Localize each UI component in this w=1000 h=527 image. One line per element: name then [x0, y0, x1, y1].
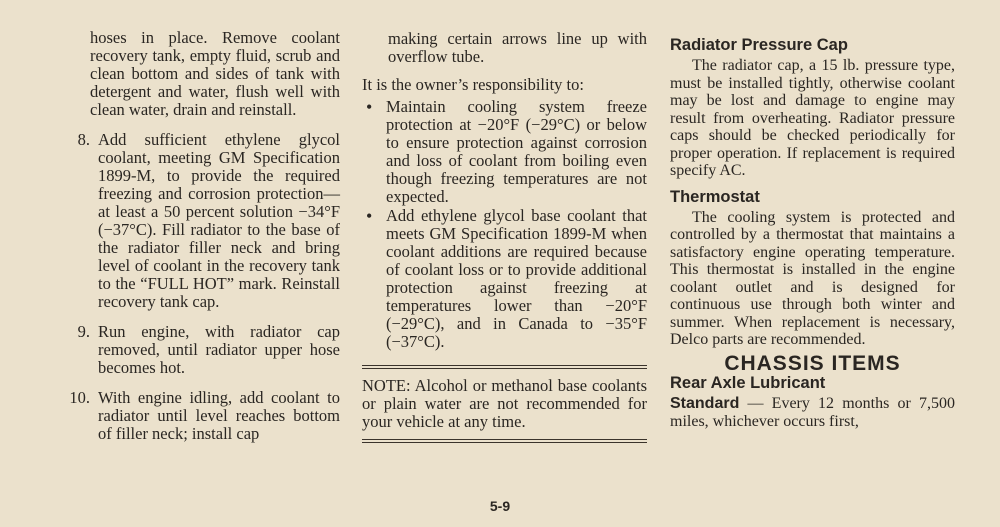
step-number: 8. — [77, 130, 90, 149]
note-text: NOTE: Alcohol or methanol base coolants or plain water are not recommended for your vehicle at any time. — [362, 376, 647, 431]
heading-chassis-items: CHASSIS ITEMS — [724, 351, 901, 375]
rear-axle-paragraph — [670, 395, 955, 430]
radiator-cap-paragraph: The radiator cap, a 15 lb. pressure type, must be installed tightly, otherwise coolant may be lost and damage to engine may result from overheating. Radiator pressure caps should be checked periodically for proper operation. If replacement is required specify AC. — [670, 57, 955, 179]
column-3 — [670, 30, 955, 430]
rear-axle-text: — Every 12 months or 7,500 miles, whichever occurs first, — [670, 395, 955, 430]
continued-paragraph: hoses in place. Remove coolant recovery tank, empty fluid, scrub and clean bottom and sides of tank with detergent and water, flush well with clean water, drain and reinstall. — [90, 28, 340, 119]
step-text: With engine idling, add coolant to radiator until level reaches bottom of filler neck; install cap — [98, 388, 340, 443]
run-in-heading: Standard — [670, 395, 740, 412]
continued-step-text: making certain arrows line up with overflow tube. — [388, 29, 647, 66]
column-2 — [362, 30, 647, 443]
column-1 — [50, 30, 340, 443]
heading-rear-axle-lubricant: Rear Axle Lubricant — [670, 374, 826, 392]
heading-thermostat: Thermostat — [670, 187, 760, 206]
heading-radiator-pressure-cap: Radiator Pressure Cap — [670, 36, 848, 54]
step-text: Run engine, with radiator cap removed, until radiator upper hose becomes hot. — [98, 322, 340, 377]
double-rule-top — [362, 365, 647, 369]
bullet-text: Maintain cooling system freeze protection at −20°F (−29°C) or below to ensure protection against corrosion and loss of coolant from boiling even though freezing temperatures are not expected. — [386, 97, 647, 206]
step-9 — [50, 323, 340, 377]
thermostat-paragraph: The cooling system is protected and controlled by a thermostat that maintains a satisfactory engine operating temperature. This thermostat is installed in the engine coolant outlet and is designed for continuous use through both winter and summer. When replacement is necessary, Delco parts are recommended. — [670, 208, 955, 348]
page-number: 5-9 — [489, 498, 511, 514]
responsibility-intro: It is the owner’s responsibility to: — [362, 75, 584, 94]
step-number: 9. — [77, 322, 90, 341]
step-10 — [50, 389, 340, 443]
step-text: Add sufficient ethylene glycol coolant, meeting GM Specification 1899-M, to provide the required freezing and corrosion protection—at least a 50 percent solution −34°F (−37°C). Fill radiator to the base of the radiator filler neck and bring level of coolant in the recovery tank to the “FULL HOT” mark. Reinstall recovery tank cap. — [98, 130, 340, 311]
step-number: 10. — [69, 388, 90, 407]
bullet-icon: • — [366, 206, 373, 226]
bullet-item — [362, 98, 647, 206]
bullet-icon: • — [366, 97, 373, 117]
step-8 — [50, 131, 340, 311]
bullet-item — [362, 207, 647, 351]
bullet-text: Add ethylene glycol base coolant that meets GM Specification 1899-M when coolant additions are required because of coolant loss or to provide additional protection against freezing at temperatures lower than −20°F (−29°C), and in Canada to −35°F (−37°C). — [386, 206, 647, 351]
double-rule-bottom — [362, 439, 647, 443]
